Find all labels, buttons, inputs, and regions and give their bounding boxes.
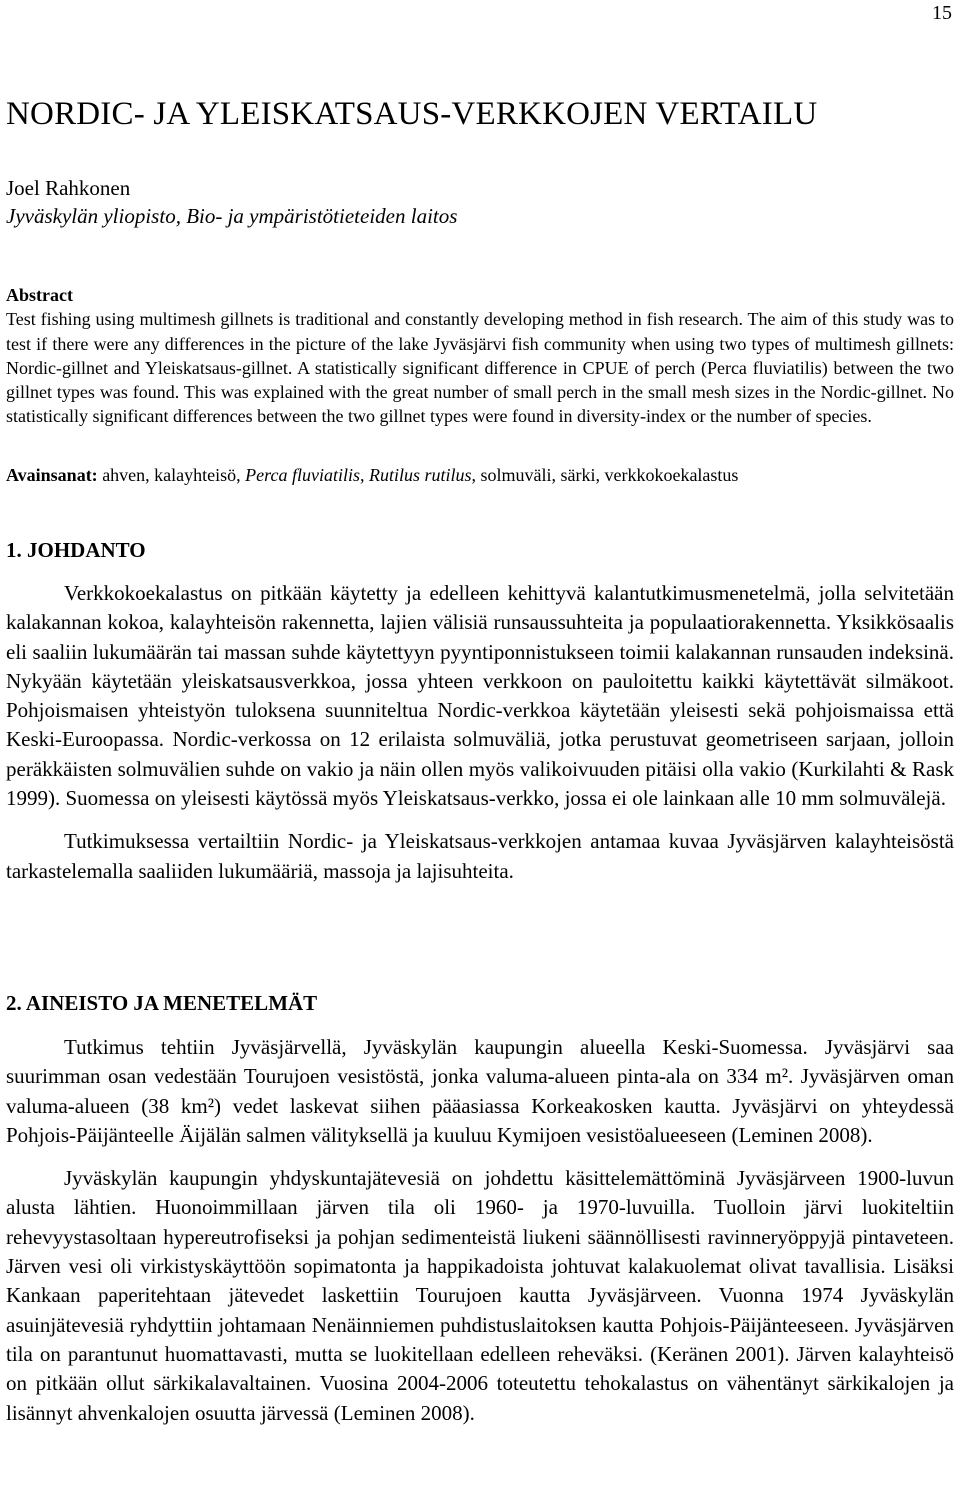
keyword-species-roach: Rutilus rutilus	[368, 465, 472, 485]
author-affiliation: Jyväskylän yliopisto, Bio- ja ympäristötieteiden laitos	[6, 204, 458, 228]
section-heading-johdanto: 1. JOHDANTO	[6, 538, 146, 562]
paragraph: Jyväskylän kaupungin yhdyskuntajätevesiä on johdettu käsittelemättöminä Jyväsjärveen 1900-luvun alusta lähtien. Huonoimmillaan järven tila oli 1960- ja 1970-luvuilla. Tuolloin järvi luokiteltiin rehevyystasoltaan hypereutrofiseksi ja pohjan sedimenteistä liukeni säännöllisesti ravinneryöppyjä pintaveteen. Järven vesi oli virkistyskäyttöön sopimatonta ja happikadoista johtuvat kalakuolemat olivat tavallisia. Lisäksi Kankaan paperitehtaan jätevedet laskettiin Tourujoen kautta Jyväsjärveen. Vuonna 1974 Jyväskylän asuinjätevesiä ryhdyttiin johtamaan Nenäinniemen puhdistuslaitoksen kautta Pohjois-Päijänteeseen. Jyväsjärven tila on parantunut huomattavasti, mutta se luokitellaan edelleen reheväksi. (Keränen 2001). Järven kalayhteisö on pitkään ollut särkikalavaltainen. Vuosina 2004-2006 toteutettu tehokalastus on vähentänyt särkikalojen ja lisännyt ahvenkalojen osuutta järvessä (Leminen 2008).	[6, 1166, 954, 1425]
paragraph: Verkkokoekalastus on pitkään käytetty ja edelleen kehittyvä kalantutkimusmenetelmä, jolla selvitetään kalakannan kokoa, kalayhteisön rakennetta, lajien välisiä runsaussuhteita ja populaatiorakennetta. Yksikkösaalis eli saaliin lukumäärän tai massan suhde käytettyyn pyyntiponnistukseen toimii kalakannan runsauden indeksinä. Nykyään käytetään yleiskatsausverkkoa, jossa yhteen verkkoon on pauloitettu kaikki käytettävät silmäkoot. Pohjoismaisen yhteistyön tuloksena suunniteltua Nordic-verkkoa käytetään yleisesti sekä pohjoismaissa että Keski-Euroopassa. Nordic-verkossa on 12 erilaista solmuväliä, jotka perustuvat geometriseen sarjaan, jolloin peräkkäisten solmuvälien suhde on vakio ja näin ollen myös valikoivuuden pitäisi olla vakio (Kurkilahti & Rask 1999). Suomessa on yleisesti käytössä myös Yleiskatsaus-verkko, jossa ei ole lainkaan alle 10 mm solmuvälejä.	[6, 581, 954, 811]
section-johdanto-body	[6, 579, 954, 886]
page-title: NORDIC- JA YLEISKATSAUS-VERKKOJEN VERTAILU	[6, 96, 818, 132]
keywords-line	[6, 465, 954, 486]
section-aineisto-body	[6, 1033, 954, 1428]
author-name: Joel Rahkonen	[6, 176, 131, 200]
page-number: 15	[932, 2, 952, 24]
abstract-heading: Abstract	[6, 285, 73, 305]
abstract-section	[6, 283, 954, 429]
keyword-species-perch: Perca fluviatilis	[245, 465, 360, 485]
paragraph: Tutkimuksessa vertailtiin Nordic- ja Yleiskatsaus-verkkojen antamaa kuvaa Jyväsjärven kalayhteisöstä tarkastelemalla saaliiden lukumääriä, massoja ja lajisuhteita.	[6, 829, 954, 883]
keywords-text-end: , solmuväli, särki, verkkokoekalastus	[471, 465, 739, 485]
keywords-label: Avainsanat:	[6, 465, 98, 485]
keywords-separator: ,	[359, 465, 365, 485]
keywords-text-start: ahven, kalayhteisö,	[102, 465, 241, 485]
section-heading-aineisto: 2. AINEISTO JA MENETELMÄT	[6, 991, 318, 1015]
paragraph: Tutkimus tehtiin Jyväsjärvellä, Jyväskylän kaupungin alueella Keski-Suomessa. Jyväsjärvi saa suurimman osan vedestään Tourujoen vesistöstä, jonka valuma-alueen pinta-ala on 334 m². Jyväsjärven oman valuma-alueen (38 km²) vedet laskevat siihen pääasiassa Korkeakosken kautta. Jyväsjärvi on yhteydessä Pohjois-Päijänteelle Äijälän salmen välityksellä ja kuuluu Kymijoen vesistöalueeseen (Leminen 2008).	[6, 1035, 954, 1147]
abstract-text: Test fishing using multimesh gillnets is traditional and constantly developing method in fish research. The aim of this study was to test if there were any differences in the picture of the lake Jyväsjärvi fish community when using two types of multimesh gillnets: Nordic-gillnet and Yleiskatsaus-gillnet. A statistically significant difference in CPUE of perch (Perca fluviatilis) between the two gillnet types was found. This was explained with the great number of small perch in the small mesh sizes in the Nordic-gillnet. No statistically significant differences between the two gillnet types were found in diversity-index or the number of species.	[6, 309, 954, 427]
